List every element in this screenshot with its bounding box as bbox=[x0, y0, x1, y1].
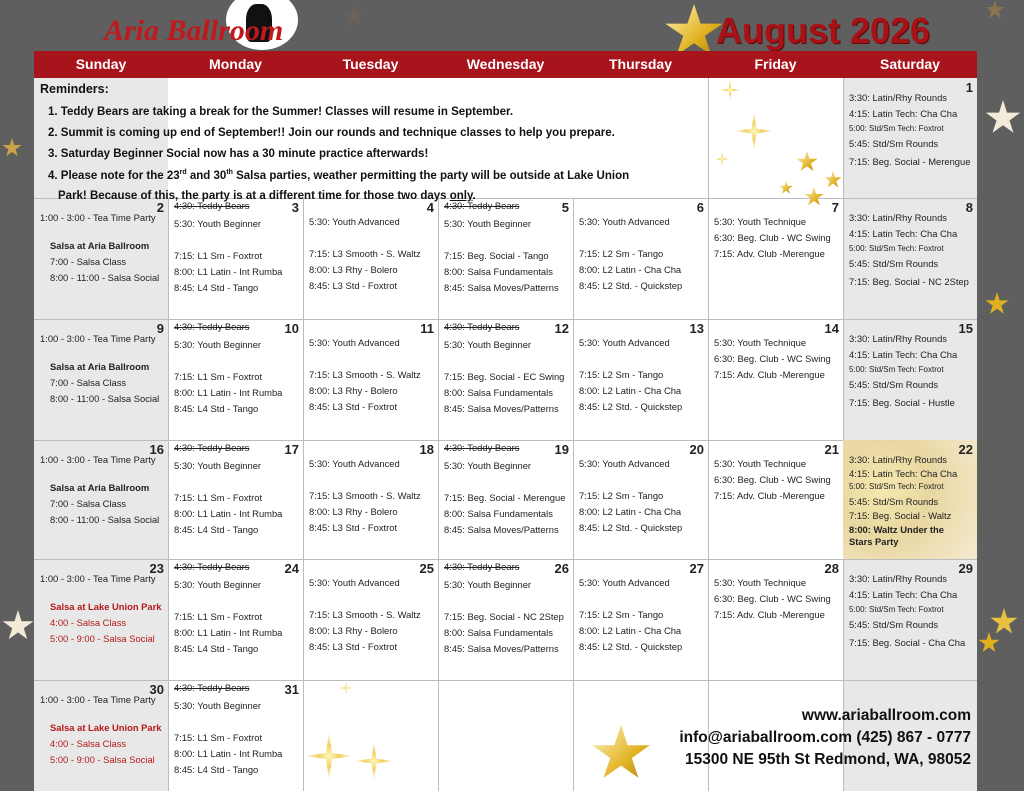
background-star-icon bbox=[978, 632, 1000, 654]
day-cell[interactable] bbox=[843, 319, 977, 440]
event-item: 8:00: Salsa Fundamentals bbox=[444, 508, 553, 519]
reminder-text: Teddy Bears are taking a break for the Summer! Classes will resume in September. bbox=[60, 106, 514, 118]
event-item: 6:30: Beg. Club - WC Swing bbox=[714, 232, 831, 243]
day-cell[interactable] bbox=[168, 559, 303, 680]
day-number: 7 bbox=[831, 200, 839, 215]
background-star-icon bbox=[985, 100, 1021, 136]
contact-info bbox=[679, 705, 971, 771]
day-number: 12 bbox=[554, 321, 569, 336]
background-star-icon bbox=[2, 610, 34, 642]
event-item: 5:30: Youth Beginner bbox=[174, 700, 262, 711]
day-number: 27 bbox=[689, 561, 704, 576]
reminder-superscript: th bbox=[226, 169, 233, 176]
event-item: 7:15: Beg. Social - NC 2Step bbox=[849, 276, 969, 287]
day-number: 3 bbox=[291, 200, 299, 215]
event-item: 8:45: L4 Std - Tango bbox=[174, 764, 259, 775]
background-star-icon bbox=[2, 138, 22, 158]
event-item: 8:45: L3 Std - Foxtrot bbox=[309, 280, 398, 291]
event-heading: Salsa at Lake Union Park bbox=[50, 601, 162, 612]
brand-name: Aria Ballroom bbox=[104, 14, 284, 47]
event-item: 7:15: L3 Smooth - S. Waltz bbox=[309, 609, 421, 620]
reminder-item bbox=[48, 169, 629, 182]
reminders-title: Reminders: bbox=[40, 82, 109, 96]
event-item: 5:30: Youth Beginner bbox=[444, 339, 532, 350]
event-item: 8:45: L2 Std. - Quickstep bbox=[579, 280, 683, 291]
day-cell[interactable] bbox=[708, 440, 843, 559]
day-number: 24 bbox=[284, 561, 299, 576]
weekday-label: Friday bbox=[754, 56, 797, 72]
event-item: 5:30: Youth Advanced bbox=[309, 216, 400, 227]
event-item: 4:30: Teddy Bears bbox=[174, 442, 250, 453]
sparkle-icon bbox=[734, 111, 774, 151]
event-item: 7:15: L2 Sm - Tango bbox=[579, 248, 664, 259]
event-item: 8:45: L3 Std - Foxtrot bbox=[309, 522, 398, 533]
day-number: 4 bbox=[426, 200, 434, 215]
day-cell[interactable] bbox=[843, 440, 977, 559]
event-item: 5:30: Youth Technique bbox=[714, 458, 807, 469]
event-item: 7:15: Beg. Social - Merengue bbox=[849, 156, 971, 167]
day-cell[interactable] bbox=[34, 559, 168, 680]
event-item: 5:30: Youth Advanced bbox=[309, 577, 400, 588]
event-item: 7:15: Beg. Social - Cha Cha bbox=[849, 637, 966, 648]
day-cell[interactable] bbox=[438, 319, 573, 440]
weekday-label: Tuesday bbox=[342, 56, 399, 72]
day-cell[interactable] bbox=[708, 198, 843, 319]
event-item: 7:15: Beg. Social - Merengue bbox=[444, 492, 566, 503]
event-item: 4:00 - Salsa Class bbox=[50, 617, 127, 628]
gold-star-icon bbox=[824, 171, 842, 189]
day-number: 1 bbox=[965, 80, 973, 95]
event-item: 6:30: Beg. Club - WC Swing bbox=[714, 593, 831, 604]
reminder-superscript: rd bbox=[179, 169, 187, 176]
event-item: 8:45: L4 Std - Tango bbox=[174, 403, 259, 414]
event-item: 4:30: Teddy Bears bbox=[174, 682, 250, 693]
event-item: 8:00: L1 Latin - Int Rumba bbox=[174, 387, 283, 398]
event-item: 8:00 - 11:00 - Salsa Social bbox=[50, 514, 160, 525]
gold-star-icon bbox=[591, 725, 651, 783]
event-item: 7:15: L3 Smooth - S. Waltz bbox=[309, 490, 421, 501]
day-cell[interactable] bbox=[168, 440, 303, 559]
event-item: 7:15: Beg. Social - Tango bbox=[444, 250, 549, 261]
day-cell[interactable] bbox=[303, 559, 438, 680]
weekday-label: Thursday bbox=[608, 56, 672, 72]
day-cell[interactable] bbox=[708, 319, 843, 440]
event-item: 8:00: L1 Latin - Int Rumba bbox=[174, 748, 283, 759]
day-number: 29 bbox=[958, 561, 973, 576]
event-item: 5:30: Youth Technique bbox=[714, 577, 807, 588]
event-item: 7:00 - Salsa Class bbox=[50, 256, 127, 267]
event-heading: Salsa at Aria Ballroom bbox=[50, 240, 150, 251]
day-cell[interactable] bbox=[303, 198, 438, 319]
reminder-item bbox=[48, 148, 428, 160]
event-item: 7:15: L3 Smooth - S. Waltz bbox=[309, 369, 421, 380]
event-item: 4:30: Teddy Bears bbox=[444, 442, 520, 453]
event-item: 8:00: L2 Latin - Cha Cha bbox=[579, 625, 682, 636]
event-item: 3:30: Latin/Rhy Rounds bbox=[849, 92, 947, 103]
sparkle-icon bbox=[304, 731, 354, 781]
event-item: 5:00: Std/Sm Tech: Foxtrot bbox=[849, 605, 944, 614]
event-item: 5:30: Youth Beginner bbox=[174, 339, 262, 350]
event-item: 4:15: Latin Tech: Cha Cha bbox=[849, 228, 958, 239]
event-item: 4:15: Latin Tech: Cha Cha bbox=[849, 589, 958, 600]
day-number: 22 bbox=[958, 442, 973, 457]
event-item: 5:30: Youth Technique bbox=[714, 337, 807, 348]
event-item: 5:00: Std/Sm Tech: Foxtrot bbox=[849, 124, 944, 133]
event-item: 4:15: Latin Tech: Cha Cha bbox=[849, 349, 958, 360]
event-item: 7:15: Adv. Club -Merengue bbox=[714, 369, 825, 380]
event-item: 4:30: Teddy Bears bbox=[444, 200, 520, 211]
event-item: 7:15: Beg. Social - EC Swing bbox=[444, 371, 565, 382]
event-item: 5:30: Youth Technique bbox=[714, 216, 807, 227]
day-cell[interactable] bbox=[573, 559, 708, 680]
day-cell[interactable] bbox=[843, 559, 977, 680]
event-item: 5:30: Youth Beginner bbox=[174, 579, 262, 590]
day-cell[interactable] bbox=[438, 440, 573, 559]
event-item: 4:30: Teddy Bears bbox=[444, 321, 520, 332]
event-item: 3:30: Latin/Rhy Rounds bbox=[849, 454, 947, 465]
reminder-number: 1. bbox=[48, 106, 58, 118]
event-item: 5:30: Youth Advanced bbox=[579, 337, 670, 348]
reminder-underlined-text: only bbox=[449, 190, 473, 202]
event-item: 7:15: Adv. Club -Merengue bbox=[714, 248, 825, 259]
day-number: 8 bbox=[965, 200, 973, 215]
address: 15300 NE 95th St Redmond, WA, 98052 bbox=[685, 751, 971, 768]
event-item: 7:15: L1 Sm - Foxtrot bbox=[174, 250, 263, 261]
sparkle-icon bbox=[714, 151, 730, 167]
reminder-number: 4. bbox=[48, 169, 58, 182]
background-star-icon bbox=[342, 4, 366, 28]
reminder-number: 3. bbox=[48, 148, 58, 160]
event-item: 7:15: Adv. Club -Merengue bbox=[714, 490, 825, 501]
event-item: 7:00 - Salsa Class bbox=[50, 377, 127, 388]
day-cell[interactable] bbox=[708, 559, 843, 680]
sparkle-icon bbox=[354, 741, 394, 781]
event-item: 5:30: Youth Advanced bbox=[579, 577, 670, 588]
day-number: 26 bbox=[554, 561, 569, 576]
gold-star-icon bbox=[796, 151, 818, 173]
day-number: 15 bbox=[958, 321, 973, 336]
day-cell[interactable] bbox=[573, 319, 708, 440]
event-item: 5:00 - 9:00 - Salsa Social bbox=[50, 754, 155, 765]
event-item: 5:30: Youth Beginner bbox=[444, 579, 532, 590]
day-number: 25 bbox=[419, 561, 434, 576]
event-item: 8:45: L3 Std - Foxtrot bbox=[309, 401, 398, 412]
day-number: 2 bbox=[156, 200, 164, 215]
day-number: 17 bbox=[284, 442, 299, 457]
event-heading: Salsa at Lake Union Park bbox=[50, 722, 162, 733]
event-item: 7:15: L2 Sm - Tango bbox=[579, 609, 664, 620]
weekday-label: Saturday bbox=[880, 56, 940, 72]
event-item: 5:45: Std/Sm Rounds bbox=[849, 496, 939, 507]
day-number: 18 bbox=[419, 442, 434, 457]
event-item: 7:00 - Salsa Class bbox=[50, 498, 127, 509]
event-item: 8:45: L2 Std. - Quickstep bbox=[579, 401, 683, 412]
reminder-number: 2. bbox=[48, 127, 58, 139]
event-heading: Stars Party bbox=[849, 536, 899, 547]
day-cell[interactable] bbox=[438, 559, 573, 680]
event-item: 5:00 - 9:00 - Salsa Social bbox=[50, 633, 155, 644]
day-cell[interactable] bbox=[168, 319, 303, 440]
event-item: 8:45: L2 Std. - Quickstep bbox=[579, 641, 683, 652]
event-item: 7:15: Adv. Club -Merengue bbox=[714, 609, 825, 620]
day-number: 14 bbox=[824, 321, 839, 336]
email-phone[interactable]: info@ariaballroom.com (425) 867 - 0777 bbox=[679, 729, 971, 746]
day-cell[interactable] bbox=[573, 440, 708, 559]
weekday-label: Sunday bbox=[75, 56, 127, 72]
event-item: 5:45: Std/Sm Rounds bbox=[849, 379, 939, 390]
website-link[interactable]: www.ariaballroom.com bbox=[801, 707, 971, 724]
event-item: 8:45: L3 Std - Foxtrot bbox=[309, 641, 398, 652]
reminder-text: . bbox=[472, 190, 476, 202]
day-cell[interactable] bbox=[34, 198, 168, 319]
day-number: 30 bbox=[149, 682, 164, 697]
logo bbox=[96, 10, 296, 50]
event-item: 5:30: Youth Beginner bbox=[444, 218, 532, 229]
event-item: 7:15: Beg. Social - Hustle bbox=[849, 397, 955, 408]
event-item: 8:00: L1 Latin - Int Rumba bbox=[174, 266, 283, 277]
event-item: 5:30: Youth Advanced bbox=[309, 458, 400, 469]
event-item: 4:15: Latin Tech: Cha Cha bbox=[849, 108, 958, 119]
day-number: 10 bbox=[284, 321, 299, 336]
event-item: 1:00 - 3:00 - Tea Time Party bbox=[40, 333, 156, 344]
event-item: 8:00: L3 Rhy - Bolero bbox=[309, 625, 398, 636]
event-item: 8:00: L2 Latin - Cha Cha bbox=[579, 264, 682, 275]
event-item: 5:30: Youth Beginner bbox=[174, 218, 262, 229]
reminder-text: Summit is coming up end of September!! Join our rounds and technique classes to help you prepare. bbox=[60, 127, 615, 139]
event-item: 8:00: Salsa Fundamentals bbox=[444, 387, 553, 398]
event-item: 4:30: Teddy Bears bbox=[444, 561, 520, 572]
day-number: 9 bbox=[156, 321, 164, 336]
reminder-text: and 30 bbox=[186, 169, 227, 182]
day-cell[interactable] bbox=[573, 198, 708, 319]
day-number: 23 bbox=[149, 561, 164, 576]
event-item: 4:15: Latin Tech: Cha Cha bbox=[849, 468, 958, 479]
background-star-icon bbox=[985, 292, 1009, 316]
event-item: 8:45: L4 Std - Tango bbox=[174, 643, 259, 654]
event-heading: Salsa at Aria Ballroom bbox=[50, 361, 150, 372]
day-number: 31 bbox=[284, 682, 299, 697]
event-item: 8:00: Salsa Fundamentals bbox=[444, 627, 553, 638]
day-cell[interactable] bbox=[438, 198, 573, 319]
event-item: 5:45: Std/Sm Rounds bbox=[849, 258, 939, 269]
event-item: 1:00 - 3:00 - Tea Time Party bbox=[40, 694, 156, 705]
event-item: 8:45: L2 Std. - Quickstep bbox=[579, 522, 683, 533]
reminder-item bbox=[48, 106, 513, 118]
event-item: 7:15: L3 Smooth - S. Waltz bbox=[309, 248, 421, 259]
event-item: 4:00 - Salsa Class bbox=[50, 738, 127, 749]
event-item: 1:00 - 3:00 - Tea Time Party bbox=[40, 212, 156, 223]
day-number: 5 bbox=[561, 200, 569, 215]
background-star-icon bbox=[985, 0, 1005, 20]
event-item: 5:30: Youth Advanced bbox=[309, 337, 400, 348]
event-item: 1:00 - 3:00 - Tea Time Party bbox=[40, 573, 156, 584]
event-item: 8:00: L1 Latin - Int Rumba bbox=[174, 508, 283, 519]
event-item: 7:15: L1 Sm - Foxtrot bbox=[174, 611, 263, 622]
event-item: 1:00 - 3:00 - Tea Time Party bbox=[40, 454, 156, 465]
day-cell[interactable] bbox=[34, 680, 168, 791]
event-item: 8:00: L3 Rhy - Bolero bbox=[309, 264, 398, 275]
event-item: 7:15: L1 Sm - Foxtrot bbox=[174, 492, 263, 503]
event-item: 7:15: Beg. Social - Waltz bbox=[849, 510, 952, 521]
weekday-label: Monday bbox=[209, 56, 262, 72]
event-item: 8:45: Salsa Moves/Patterns bbox=[444, 524, 559, 535]
event-item: 5:00: Std/Sm Tech: Foxtrot bbox=[849, 365, 944, 374]
day-cell[interactable] bbox=[168, 198, 303, 319]
event-item: 7:15: L1 Sm - Foxtrot bbox=[174, 371, 263, 382]
event-item: 8:00: L2 Latin - Cha Cha bbox=[579, 385, 682, 396]
reminder-text: Park! Because of this, the party is at a different time for those two days bbox=[58, 190, 450, 202]
event-item: 5:00: Std/Sm Tech: Foxtrot bbox=[849, 244, 944, 253]
day-cell[interactable] bbox=[34, 440, 168, 559]
event-item: 8:45: Salsa Moves/Patterns bbox=[444, 282, 559, 293]
weekday-label: Wednesday bbox=[466, 56, 545, 72]
day-number: 11 bbox=[420, 321, 434, 336]
day-number: 13 bbox=[689, 321, 704, 336]
event-item: 8:00: L1 Latin - Int Rumba bbox=[174, 627, 283, 638]
event-item: 6:30: Beg. Club - WC Swing bbox=[714, 353, 831, 364]
event-item: 8:00 - 11:00 - Salsa Social bbox=[50, 272, 160, 283]
sparkle-icon bbox=[719, 79, 741, 101]
event-item: 3:30: Latin/Rhy Rounds bbox=[849, 333, 947, 344]
event-item: 8:45: Salsa Moves/Patterns bbox=[444, 403, 559, 414]
event-item: 7:15: Beg. Social - NC 2Step bbox=[444, 611, 564, 622]
reminder-text: Salsa parties, weather permitting the party will be outside at Lake Union bbox=[232, 169, 630, 182]
event-item: 3:30: Latin/Rhy Rounds bbox=[849, 212, 947, 223]
event-item: 4:30: Teddy Bears bbox=[174, 321, 250, 332]
event-item: 5:45: Std/Sm Rounds bbox=[849, 138, 939, 149]
day-number: 19 bbox=[554, 442, 569, 457]
day-cell[interactable] bbox=[34, 319, 168, 440]
event-item: 5:45: Std/Sm Rounds bbox=[849, 619, 939, 630]
event-item: 8:00: Salsa Fundamentals bbox=[444, 266, 553, 277]
reminder-text: Please note for the 23 bbox=[60, 169, 180, 182]
reminder-text: Saturday Beginner Social now has a 30 minute practice afterwards! bbox=[60, 148, 429, 160]
weekday-header bbox=[34, 51, 977, 78]
day-cell[interactable] bbox=[843, 78, 977, 198]
day-number: 21 bbox=[824, 442, 839, 457]
day-number: 6 bbox=[696, 200, 704, 215]
day-cell[interactable] bbox=[168, 680, 303, 791]
background-star-icon bbox=[990, 608, 1018, 636]
reminder-item bbox=[48, 127, 615, 139]
event-item: 6:30: Beg. Club - WC Swing bbox=[714, 474, 831, 485]
event-item: 5:30: Youth Beginner bbox=[174, 460, 262, 471]
event-item: 8:45: L4 Std - Tango bbox=[174, 524, 259, 535]
calendar bbox=[34, 51, 977, 791]
event-item: 4:30: Teddy Bears bbox=[174, 200, 250, 211]
event-heading: 8:00: Waltz Under the bbox=[849, 524, 944, 535]
event-item: 8:00: L2 Latin - Cha Cha bbox=[579, 506, 682, 517]
event-item: 5:30: Youth Beginner bbox=[444, 460, 532, 471]
event-item: 7:15: L2 Sm - Tango bbox=[579, 490, 664, 501]
event-item: 5:30: Youth Advanced bbox=[579, 458, 670, 469]
day-cell[interactable] bbox=[303, 440, 438, 559]
reminder-item-continued bbox=[58, 190, 476, 202]
event-item: 8:45: L4 Std - Tango bbox=[174, 282, 259, 293]
event-item: 8:00: L3 Rhy - Bolero bbox=[309, 506, 398, 517]
gold-star-icon bbox=[779, 181, 793, 195]
sparkle-icon bbox=[339, 681, 353, 695]
event-item: 4:30: Teddy Bears bbox=[174, 561, 250, 572]
event-item: 5:00: Std/Sm Tech: Foxtrot bbox=[849, 482, 944, 491]
day-number: 20 bbox=[689, 442, 704, 457]
event-item: 8:45: Salsa Moves/Patterns bbox=[444, 643, 559, 654]
day-cell[interactable] bbox=[303, 319, 438, 440]
month-title: August 2026 bbox=[716, 10, 931, 51]
day-number: 16 bbox=[149, 442, 164, 457]
event-item: 3:30: Latin/Rhy Rounds bbox=[849, 573, 947, 584]
event-item: 7:15: L1 Sm - Foxtrot bbox=[174, 732, 263, 743]
event-item: 8:00: L3 Rhy - Bolero bbox=[309, 385, 398, 396]
event-item: 7:15: L2 Sm - Tango bbox=[579, 369, 664, 380]
event-heading: Salsa at Aria Ballroom bbox=[50, 482, 150, 493]
day-number: 28 bbox=[824, 561, 839, 576]
event-item: 5:30: Youth Advanced bbox=[579, 216, 670, 227]
day-cell[interactable] bbox=[843, 198, 977, 319]
event-item: 8:00 - 11:00 - Salsa Social bbox=[50, 393, 160, 404]
